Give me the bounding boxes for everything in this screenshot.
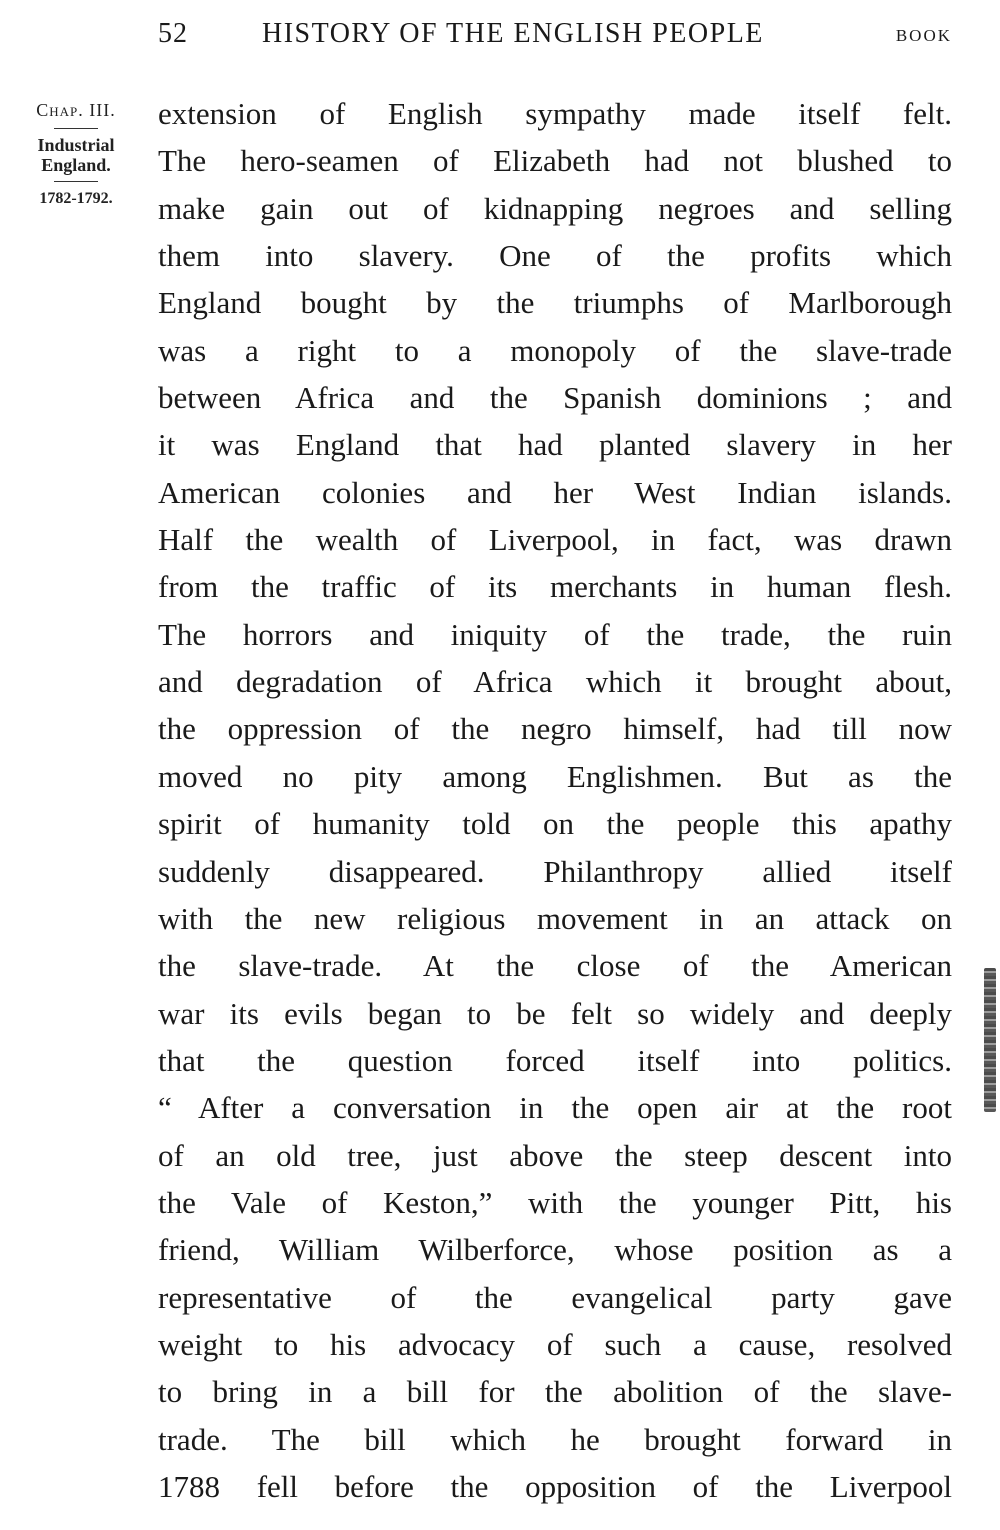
text-line: from the traffic of its merchants in human flesh. bbox=[158, 569, 952, 605]
text-line: friend, William Wilberforce, whose position as a bbox=[158, 1232, 952, 1268]
sidenote-topic-line2: England. bbox=[41, 155, 111, 175]
text-line: to bring in a bill for the abolition of the slave- bbox=[158, 1374, 952, 1410]
text-line: with the new religious movement in an attack on bbox=[158, 900, 952, 936]
body-text bbox=[158, 90, 952, 1510]
text-line: moved no pity among Englishmen. But as the bbox=[158, 758, 952, 794]
text-line: “ After a conversation in the open air at the root bbox=[158, 1090, 952, 1126]
page-edge-mark bbox=[984, 968, 996, 1112]
text-line: it was England that had planted slavery in her bbox=[158, 427, 952, 463]
text-line: spirit of humanity told on the people this apathy bbox=[158, 806, 952, 842]
text-line: make gain out of kidnapping negroes and selling bbox=[158, 190, 952, 226]
text-line: 1788 fell before the opposition of the Liverpool bbox=[158, 1468, 952, 1504]
sidenote-chapter: Chap. III. bbox=[36, 100, 116, 120]
text-line: that the question forced itself into politics. bbox=[158, 1042, 952, 1078]
sidenote-rule-top bbox=[54, 128, 98, 129]
text-line: extension of English sympathy made itself felt. bbox=[158, 96, 952, 131]
sidenote-dates: 1782-1792. bbox=[39, 190, 113, 207]
text-line: war its evils began to be felt so widely and deeply bbox=[158, 995, 952, 1031]
text-line: weight to his advocacy of such a cause, resolved bbox=[158, 1326, 952, 1362]
text-line: and degradation of Africa which it brought about, bbox=[158, 664, 952, 700]
page-number: 52 bbox=[158, 18, 188, 49]
text-line: the slave-trade. At the close of the American bbox=[158, 948, 952, 984]
book-label: BOOK bbox=[895, 26, 952, 45]
sidenote-rule-bottom bbox=[54, 181, 98, 182]
text-line: the oppression of the negro himself, had till now bbox=[158, 711, 952, 747]
text-line: suddenly disappeared. Philanthropy allied itself bbox=[158, 853, 952, 889]
sidenote-topic-line1: Industrial bbox=[37, 135, 115, 155]
text-line: Half the wealth of Liverpool, in fact, was drawn bbox=[158, 522, 952, 558]
text-line: trade. The bill which he brought forward in bbox=[158, 1421, 952, 1457]
text-line: was a right to a monopoly of the slave-trade bbox=[158, 332, 952, 368]
text-line: The horrors and iniquity of the trade, the ruin bbox=[158, 616, 952, 652]
text-line: them into slavery. One of the profits which bbox=[158, 238, 952, 274]
text-line: The hero-seamen of Elizabeth had not blushed to bbox=[158, 143, 952, 179]
text-line: American colonies and her West Indian islands. bbox=[158, 474, 952, 510]
text-line: of an old tree, just above the steep descent into bbox=[158, 1137, 952, 1173]
running-head bbox=[158, 18, 952, 58]
text-line: representative of the evangelical party gave bbox=[158, 1279, 952, 1315]
text-line: the Vale of Keston,” with the younger Pitt, his bbox=[158, 1184, 952, 1220]
margin-sidenote bbox=[12, 98, 140, 210]
text-line: England bought by the triumphs of Marlborough bbox=[158, 285, 952, 321]
text-line: between Africa and the Spanish dominions ; and bbox=[158, 380, 952, 416]
running-title: HISTORY OF THE ENGLISH PEOPLE bbox=[262, 18, 764, 49]
